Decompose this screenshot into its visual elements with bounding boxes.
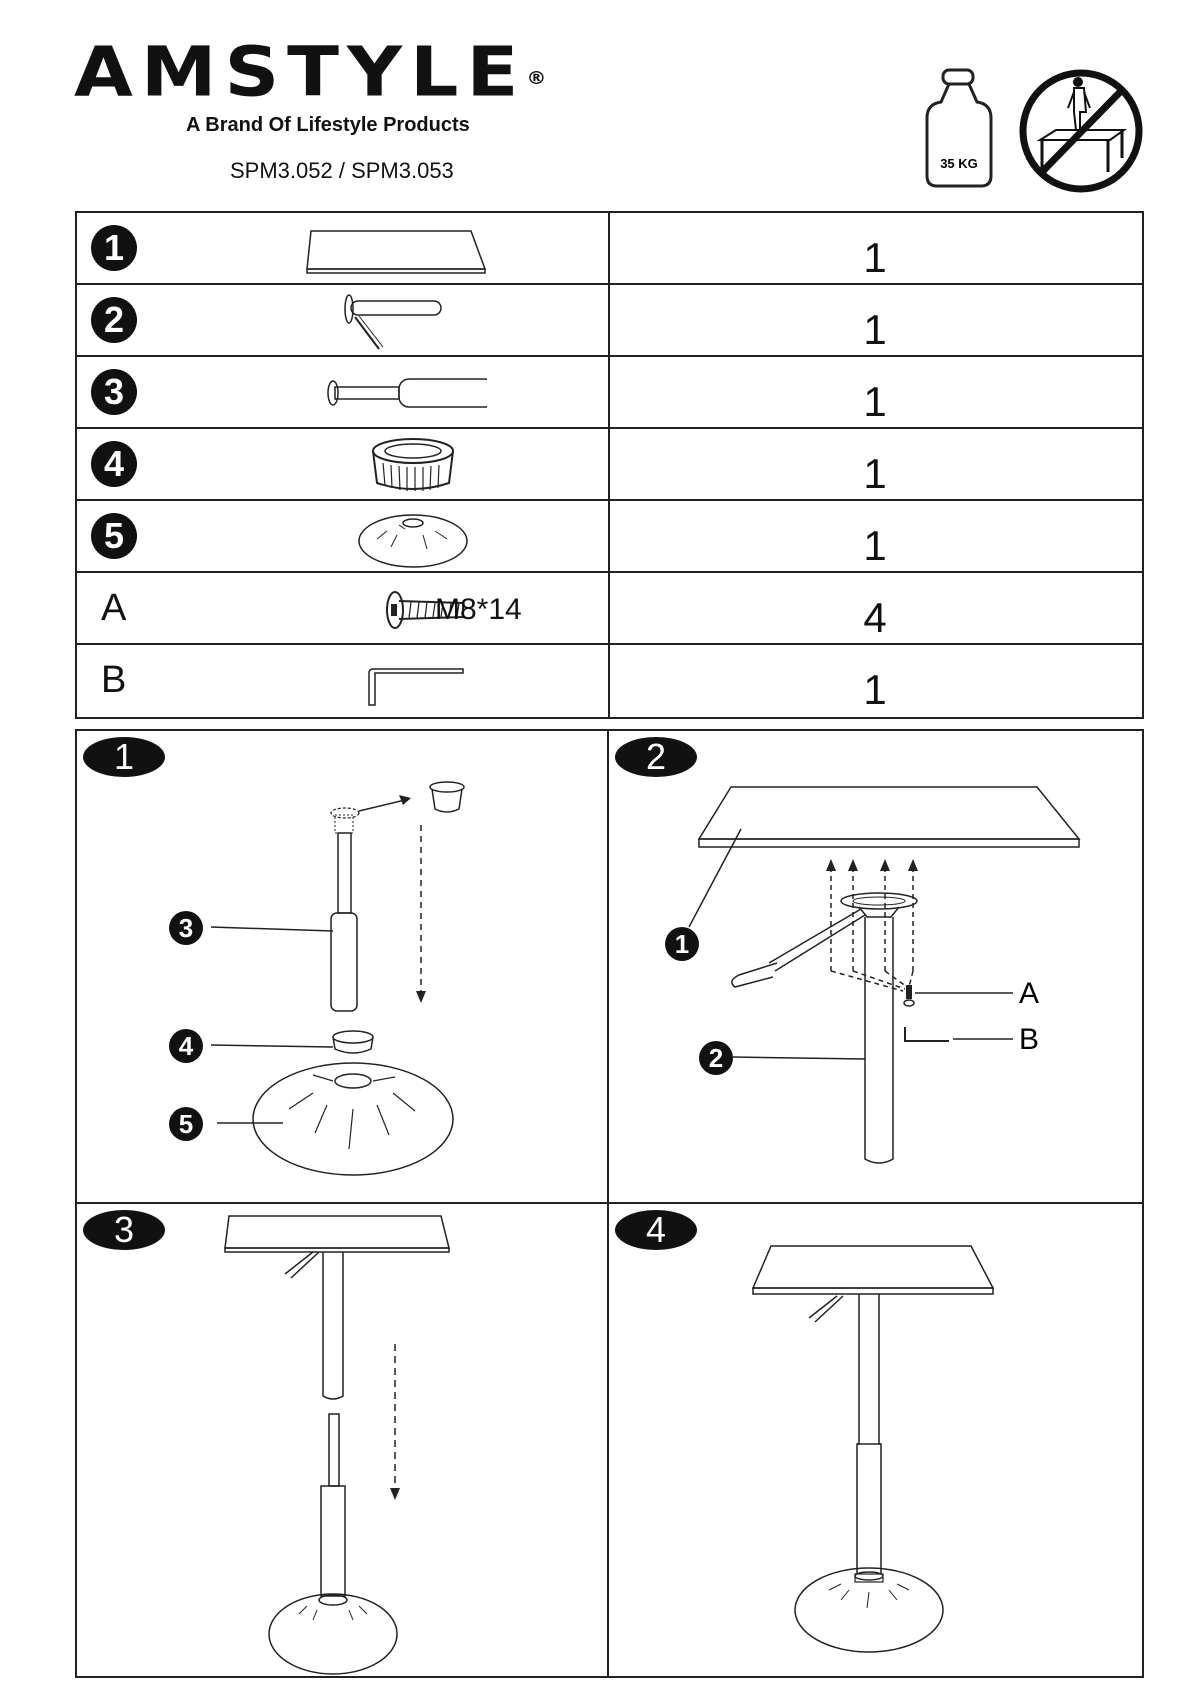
- part-id: 1: [91, 225, 137, 271]
- callout-letter: A: [1019, 977, 1040, 1010]
- callout-label: 4: [169, 1029, 203, 1063]
- step-1-panel: [77, 731, 609, 1204]
- brand-tagline: A Brand Of Lifestyle Products: [186, 114, 470, 136]
- part-row: [77, 429, 1142, 501]
- brand-logo: [74, 31, 674, 148]
- part-id: 2: [91, 297, 137, 343]
- part-id: 4: [91, 441, 137, 487]
- callout-letter: B: [1019, 1023, 1040, 1056]
- callout-label: 2: [699, 1041, 733, 1075]
- tabletop-icon: [227, 217, 487, 281]
- part-row: [77, 501, 1142, 573]
- part-row: [77, 573, 1142, 645]
- upper-column-lever-icon: [227, 289, 487, 353]
- callout-label: 1: [665, 927, 699, 961]
- model-number: SPM3.052 / SPM3.053: [230, 158, 454, 183]
- part-quantity: 1: [863, 522, 887, 569]
- step-number-badge: 2: [615, 737, 697, 777]
- step-3-diagram: [77, 1204, 609, 1676]
- part-quantity: 1: [863, 450, 887, 497]
- no-standing-on-table-icon: [1018, 68, 1144, 194]
- part-id: 5: [91, 513, 137, 559]
- step-4-panel: [609, 1204, 1142, 1676]
- brand-name: AMSTYLE®: [74, 31, 547, 112]
- part-row: [77, 645, 1142, 717]
- cylinder-ring-icon: [227, 433, 487, 497]
- assembly-steps: [75, 729, 1144, 1678]
- max-load-label: 35 KG: [940, 156, 978, 171]
- step-4-diagram: [609, 1204, 1142, 1676]
- step-number-badge: 4: [615, 1210, 697, 1250]
- step-3-panel: [77, 1204, 609, 1676]
- step-1-diagram: [77, 731, 609, 1204]
- part-row: [77, 357, 1142, 429]
- gas-lift-cylinder-icon: [227, 361, 487, 425]
- part-quantity: 4: [863, 594, 887, 641]
- part-spec: M8*14: [435, 593, 522, 626]
- parts-list-table: [75, 211, 1144, 719]
- callout-label: 5: [169, 1107, 203, 1141]
- part-row: [77, 213, 1142, 285]
- part-quantity: 1: [863, 666, 887, 713]
- part-id: 3: [91, 369, 137, 415]
- weight-icon: [923, 68, 995, 190]
- callout-label: 3: [169, 911, 203, 945]
- part-row: [77, 285, 1142, 357]
- step-number-badge: 1: [83, 737, 165, 777]
- part-quantity: 1: [863, 306, 887, 353]
- step-2-diagram: [609, 731, 1142, 1204]
- step-number-badge: 3: [83, 1210, 165, 1250]
- part-id: A: [101, 587, 127, 629]
- part-quantity: 1: [863, 378, 887, 425]
- part-quantity: 1: [863, 234, 887, 281]
- registered-mark: ®: [526, 66, 547, 89]
- allen-key-icon: [227, 649, 487, 713]
- step-2-panel: [609, 731, 1142, 1204]
- round-base-icon: [227, 505, 487, 569]
- part-id: B: [101, 659, 127, 701]
